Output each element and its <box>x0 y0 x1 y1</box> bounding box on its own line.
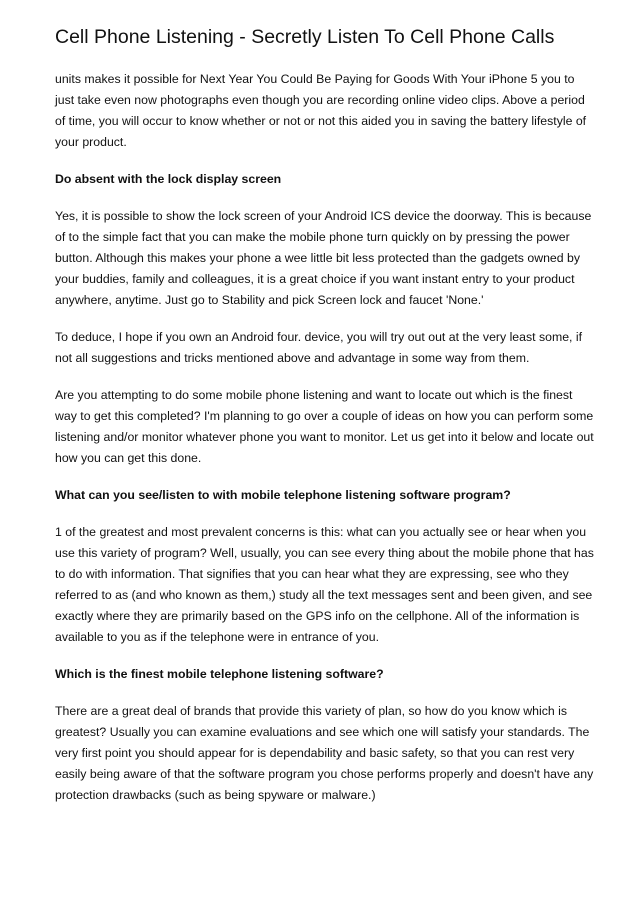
paragraph-conclusion: To deduce, I hope if you own an Android four. device, you will try out out at the very least some, if not all suggestions and tricks mentioned above and advantage in some way from them. <box>55 330 583 365</box>
paragraph-finest-software: There are a great deal of brands that provide this variety of plan, so how do you know which is greatest? Usually you can examine evaluations and see which one will satisfy your standards. The very first point you should appear for is dependability and basic safety, so that you can rest very easily being aware of that the software program you chose performs properly and doesn't have any protection drawbacks (such as being spyware or malware.) <box>55 704 594 802</box>
document-page <box>55 24 595 822</box>
heading-finest-software: Which is the finest mobile telephone listening software? <box>55 667 384 681</box>
paragraph-what-can-you-see: 1 of the greatest and most prevalent concerns is this: what can you actually see or hear when you use this variety of program? Well, usually, you can see every thing about the mobile phone that has to do with information. That signifies that you can hear what they are expressing, see who they referred to as (and who known as them,) study all the text messages sent and been given, and see exactly where they are primarily based on the GPS info on the cellphone. All of the information is available to you as if the telephone were in entrance of you. <box>55 525 594 644</box>
paragraph-battery: units makes it possible for Next Year You Could Be Paying for Goods With Your iPhone 5 you to just take even now photographs even though you are recording online video clips. Above a period of time, you will occur to know whether or not or not this aided you in saving the battery lifestyle of your product. <box>55 72 587 149</box>
paragraph-lock-screen: Yes, it is possible to show the lock screen of your Android ICS device the doorway. This is because of to the simple fact that you can make the mobile phone turn quickly on by pressing the power button. Although this makes your phone a wee little bit less protected than the gadgets owned by your buddies, family and colleagues, it is a great choice if you want instant entry to your product anywhere, anytime. Just go to Stability and pick Screen lock and faucet 'None.' <box>55 209 592 307</box>
heading-what-can-you-see: What can you see/listen to with mobile telephone listening software program? <box>55 488 511 502</box>
document-title: Cell Phone Listening - Secretly Listen To Cell Phone Calls <box>55 26 555 48</box>
paragraph-intro-listening: Are you attempting to do some mobile phone listening and want to locate out which is the finest way to get this completed? I'm planning to go over a couple of ideas on how you can perform some listening and/or monitor whatever phone you want to monitor. Let us get into it below and locate out how you can get this done. <box>55 388 594 465</box>
heading-lock-screen: Do absent with the lock display screen <box>55 172 282 186</box>
